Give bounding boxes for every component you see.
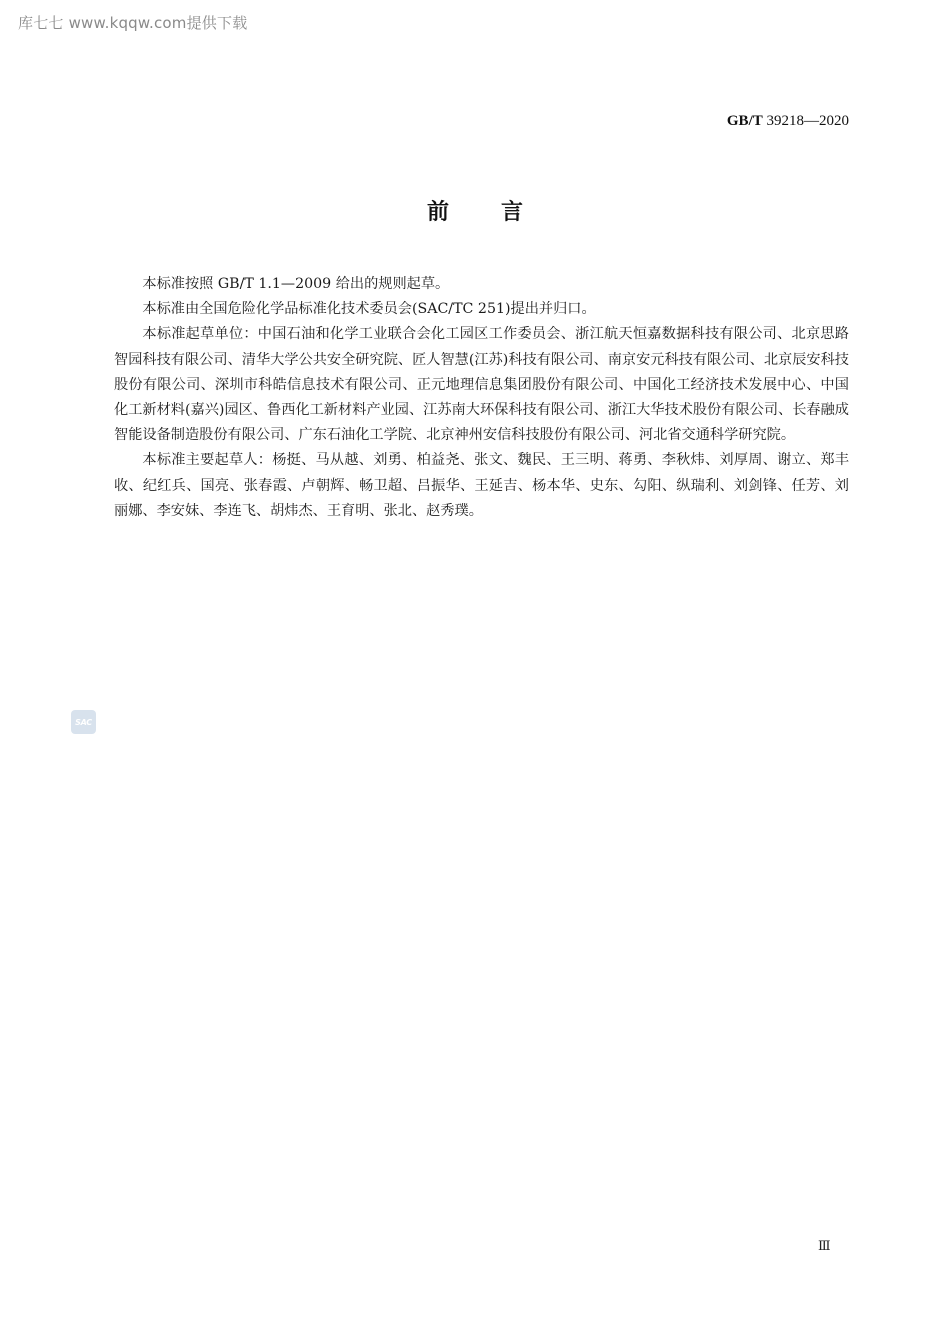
paragraph-drafting-rules: 本标准按照 GB/T 1.1—2009 给出的规则起草。 bbox=[142, 276, 450, 292]
paragraph-drafting-units: 本标准起草单位：中国石油和化学工业联合会化工园区工作委员会、浙江航天恒嘉数据科技有限公司、北京思路智园科技有限公司、清华大学公共安全研究院、匠人智慧(江苏)科技有限公司、南京安元科技有限公司、北京辰安科技股份有限公司、深圳市科皓信息技术有限公司、正元地理信息集团股份有限公司、中国化工经济技术发展中心、中国化工新材料(嘉兴)园区、鲁西化工新材料产业园、江苏南大环保科技有限公司、浙江大华技术股份有限公司、长春融成智能设备制造股份有限公司、广东石油化工学院、北京神州安信科技股份有限公司、河北省交通科学研究院。 bbox=[114, 326, 849, 444]
standard-prefix: GB/T bbox=[726, 113, 763, 129]
paragraph-proposer: 本标准由全国危险化学品标准化技术委员会(SAC/TC 251)提出并归口。 bbox=[142, 301, 596, 318]
page-title: 前言 bbox=[426, 200, 575, 225]
standard-code: 39218—2020 bbox=[766, 113, 849, 129]
standard-number bbox=[727, 113, 849, 130]
paragraph-drafters: 本标准主要起草人：杨挺、马从越、刘勇、柏益尧、张文、魏民、王三明、蒋勇、李秋炜、刘厚周、谢立、郑丰收、纪红兵、国亮、张春霞、卢朝辉、畅卫超、吕振华、王延吉、杨本华、史东、勾阳、纵瑞利、刘剑锋、任芳、刘丽娜、李安妹、李连飞、胡炜杰、王育明、张北、赵秀璞。 bbox=[114, 452, 849, 519]
watermark-text: 库七七 www.kqqw.com提供下载 bbox=[18, 14, 248, 32]
sac-logo-icon: SAC bbox=[71, 710, 96, 734]
page-number: Ⅲ bbox=[818, 1238, 831, 1253]
foreword-body bbox=[114, 272, 849, 524]
